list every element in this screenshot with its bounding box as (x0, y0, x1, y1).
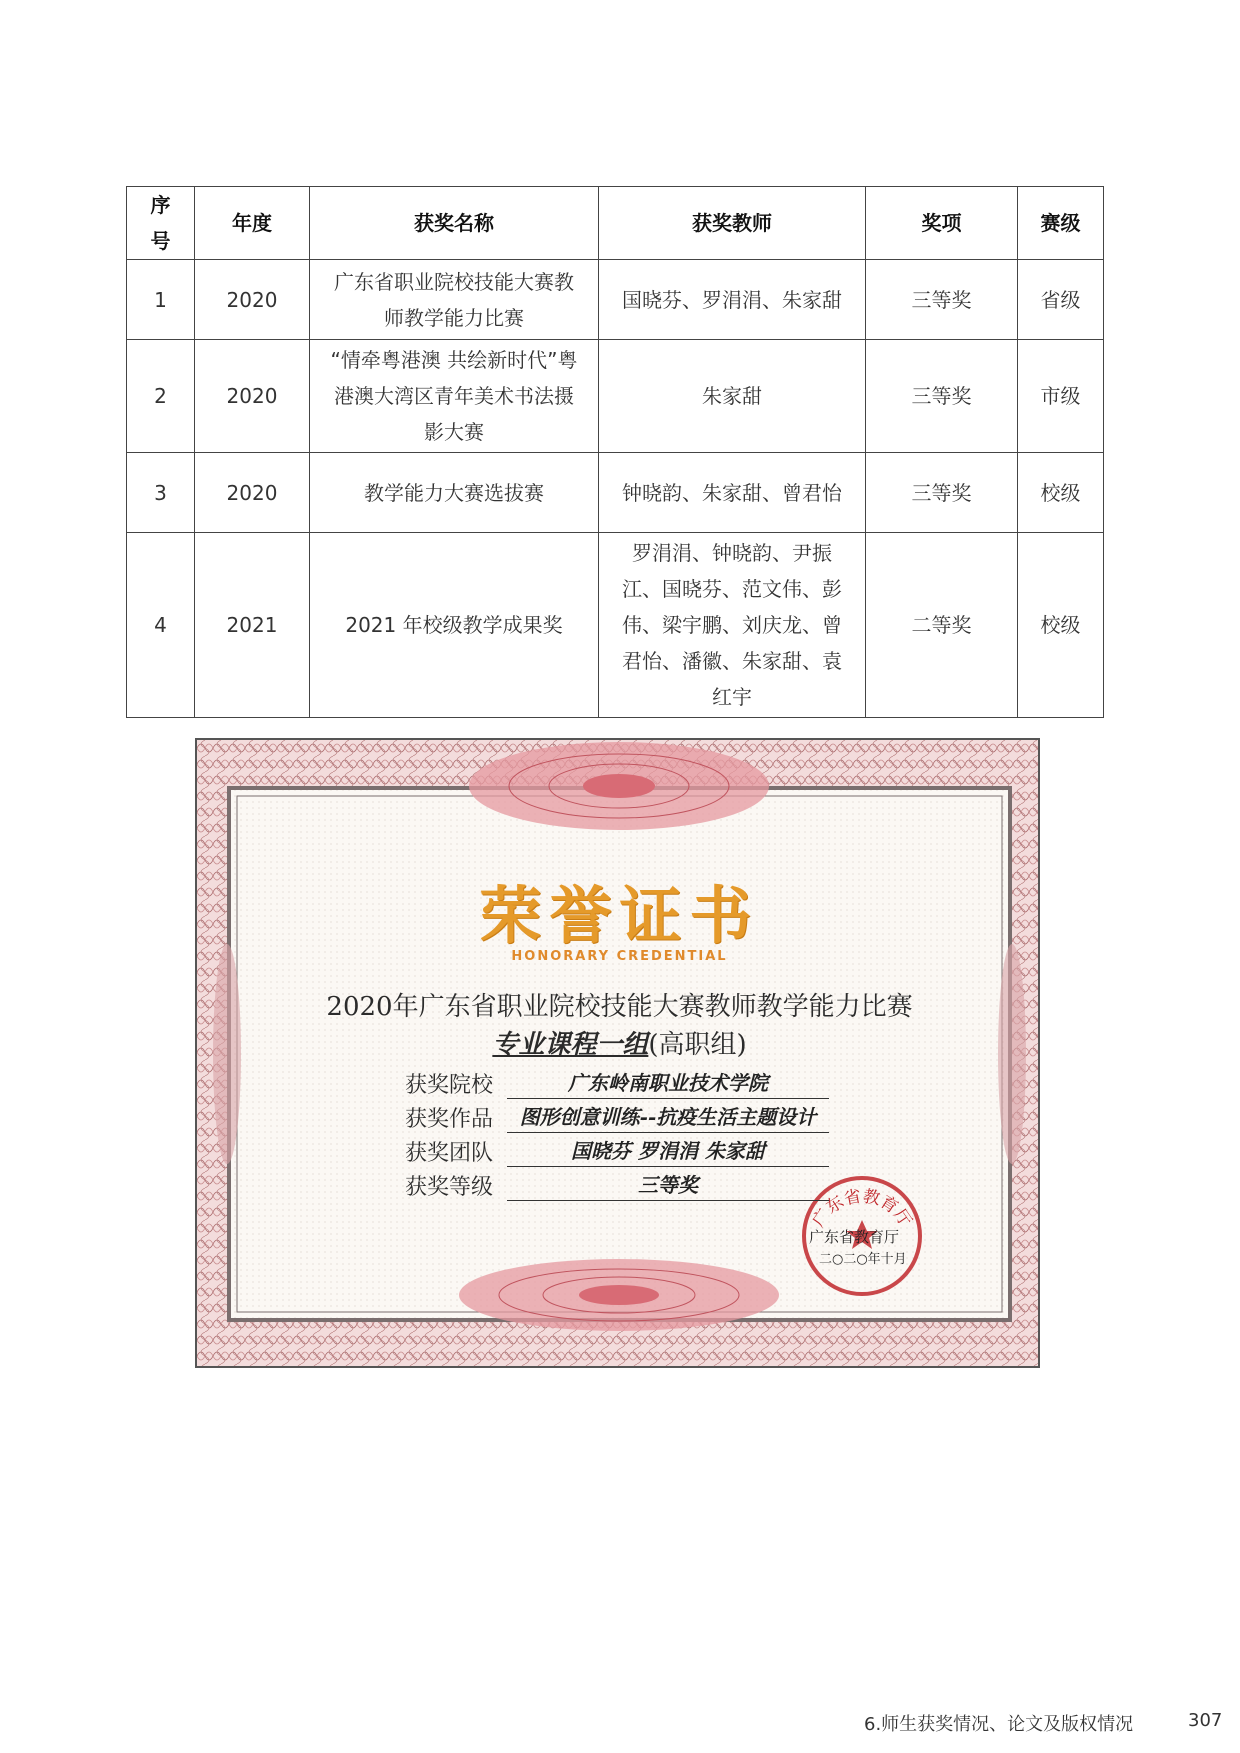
cell-index: 1 (127, 260, 195, 340)
cell-year: 2020 (195, 340, 310, 453)
cell-award-name: 2021 年校级教学成果奖 (310, 533, 599, 718)
table-header-row (127, 187, 1104, 260)
cell-index: 4 (127, 533, 195, 718)
cell-award-name: 教学能力大赛选拔赛 (310, 453, 599, 533)
cell-level: 省级 (1018, 260, 1104, 340)
cell-teachers: 朱家甜 (599, 340, 866, 453)
table-row (127, 453, 1104, 533)
cell-prize: 三等奖 (866, 340, 1018, 453)
top-rosette (469, 742, 769, 830)
table-row (127, 260, 1104, 340)
cell-index: 3 (127, 453, 195, 533)
page-number: 307 (1188, 1710, 1223, 1731)
field-value: 国晓芬 罗涓涓 朱家甜 (507, 1136, 829, 1167)
header-year: 年度 (195, 187, 310, 260)
field-label: 获奖作品 (405, 1107, 494, 1132)
cell-prize: 三等奖 (866, 453, 1018, 533)
table-row (127, 533, 1104, 718)
certificate-heading: 2020年广东省职业院校技能大赛教师教学能力比赛 (326, 992, 913, 1022)
table-row (127, 340, 1104, 453)
header-index: 序号 (127, 187, 195, 260)
cell-prize: 二等奖 (866, 533, 1018, 718)
bottom-rosette (459, 1259, 779, 1331)
header-prize: 奖项 (866, 187, 1018, 260)
cell-level: 校级 (1018, 453, 1104, 533)
awards-table (126, 186, 1104, 718)
cell-level: 市级 (1018, 340, 1104, 453)
cell-index: 2 (127, 340, 195, 453)
header-level: 赛级 (1018, 187, 1104, 260)
cell-year: 2021 (195, 533, 310, 718)
cell-year: 2020 (195, 453, 310, 533)
cell-teachers: 钟晓韵、朱家甜、曾君怡 (599, 453, 866, 533)
certificate-issuer: 广东省教育厅 (809, 1228, 900, 1246)
certificate-title: 荣誉证书 (479, 879, 760, 952)
field-label: 获奖等级 (405, 1175, 494, 1200)
cell-year: 2020 (195, 260, 310, 340)
certificate-subtitle: HONORARY CREDENTIAL (511, 949, 728, 964)
field-label: 获奖团队 (405, 1141, 494, 1166)
cell-prize: 三等奖 (866, 260, 1018, 340)
footer-section-title: 6.师生获奖情况、论文及版权情况 (864, 1714, 1134, 1735)
field-value: 三等奖 (507, 1170, 829, 1201)
certificate-image (195, 738, 1040, 1368)
seal-text: 广东省教育厅 (808, 1186, 916, 1231)
field-value: 图形创意训练--抗疫生活主题设计 (507, 1102, 829, 1133)
cell-award-name: 广东省职业院校技能大赛教师教学能力比赛 (310, 260, 599, 340)
cell-level: 校级 (1018, 533, 1104, 718)
group-handwritten: 专业课程一组 (492, 1030, 649, 1060)
cell-teachers: 国晓芬、罗涓涓、朱家甜 (599, 260, 866, 340)
group-suffix: (高职组) (648, 1030, 747, 1060)
header-teachers: 获奖教师 (599, 187, 866, 260)
cell-award-name: “情牵粤港澳 共绘新时代”粤港澳大湾区青年美术书法摄影大赛 (310, 340, 599, 453)
field-value: 广东岭南职业技术学院 (507, 1068, 829, 1099)
certificate-date: 二○二○年十月 (819, 1252, 907, 1267)
cell-teachers: 罗涓涓、钟晓韵、尹振江、国晓芬、范文伟、彭伟、梁宇鹏、刘庆龙、曾君怡、潘徽、朱家甜、袁红宇 (599, 533, 866, 718)
header-award-name: 获奖名称 (310, 187, 599, 260)
certificate-group (197, 1024, 1040, 1061)
field-label: 获奖院校 (405, 1073, 494, 1098)
